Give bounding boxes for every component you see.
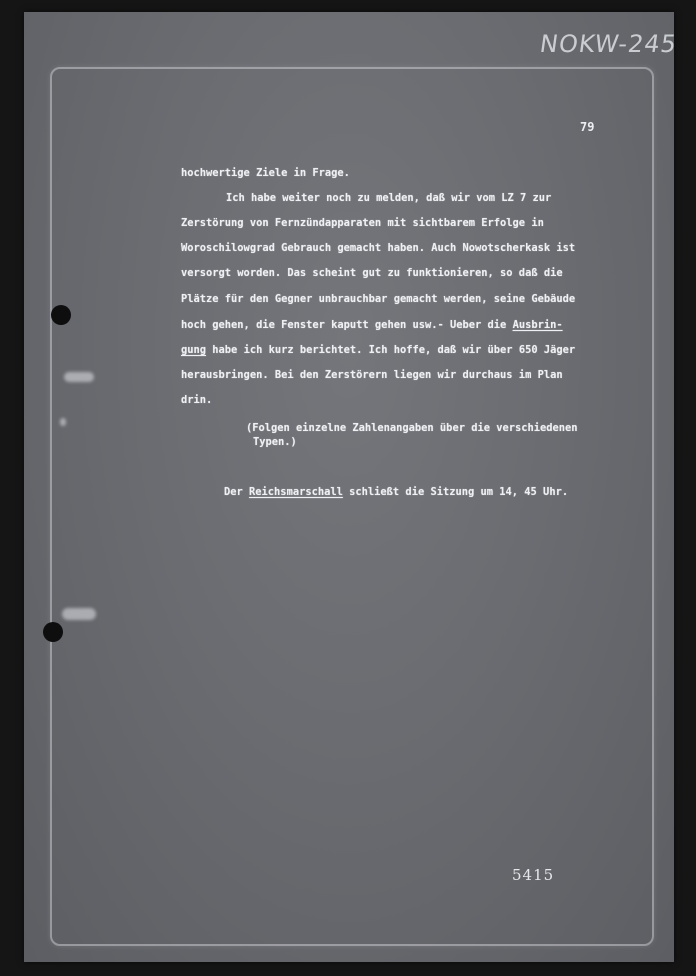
- tape-mark: [64, 372, 94, 382]
- parenthetical-line: Typen.): [253, 436, 297, 448]
- body-line: [181, 319, 563, 331]
- page-number: 79: [580, 120, 595, 134]
- handwritten-annotation: NOKW-245: [538, 30, 679, 58]
- body-line: Plätze für den Gegner unbrauchbar gemacht werden, seine Gebäude: [181, 293, 576, 305]
- body-text: hoch gehen, die Fenster kaputt gehen usw.- Ueber die: [181, 319, 513, 331]
- closing-line: [224, 486, 568, 498]
- body-line: drin.: [181, 394, 213, 406]
- body-text: habe ich kurz berichtet. Ich hoffe, daß wir über 650 Jäger: [206, 344, 576, 356]
- footer-number: 5415: [512, 866, 555, 884]
- body-text: schließt die Sitzung um 14, 45 Uhr.: [342, 486, 569, 498]
- underlined-word: Reichsmarschall: [249, 486, 343, 498]
- parenthetical-line: (Folgen einzelne Zahlenangaben über die verschiedenen: [246, 422, 578, 434]
- tape-mark: [60, 418, 66, 426]
- body-line: Ich habe weiter noch zu melden, daß wir vom LZ 7 zur: [226, 192, 552, 204]
- body-line: hochwertige Ziele in Frage.: [181, 167, 350, 179]
- body-line: [181, 344, 575, 356]
- punch-hole-bottom: [43, 622, 63, 642]
- body-line: herausbringen. Bei den Zerstörern liegen wir durchaus im Plan: [181, 369, 563, 381]
- body-text: Der: [224, 486, 250, 498]
- underlined-word: Ausbrin-: [512, 319, 563, 331]
- underlined-word: gung: [181, 344, 207, 356]
- punch-hole-top: [51, 305, 71, 325]
- tape-mark: [62, 608, 96, 620]
- body-line: Zerstörung von Fernzündapparaten mit sichtbarem Erfolge in: [181, 217, 544, 229]
- body-line: Woroschilowgrad Gebrauch gemacht haben. Auch Nowotscherkask ist: [181, 242, 576, 254]
- body-line: versorgt worden. Das scheint gut zu funktionieren, so daß die: [181, 267, 563, 279]
